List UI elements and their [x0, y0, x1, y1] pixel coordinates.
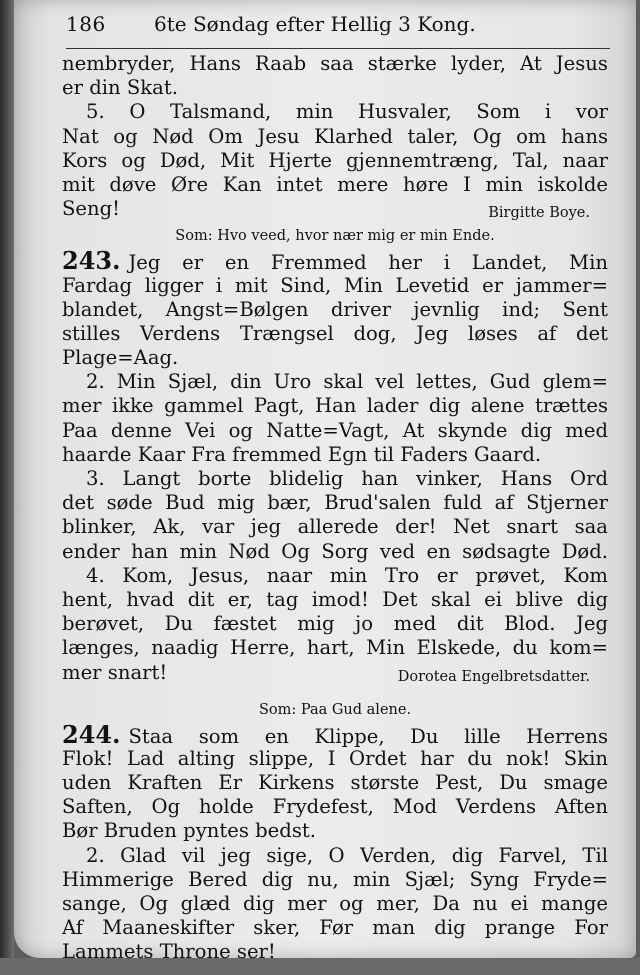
text-line: nembryder, Hans Raab saa stærke lyder, At Jesus — [62, 52, 608, 75]
verse-line: ender han min Nød Og Sorg ved en sødsagte Død. — [62, 539, 608, 563]
running-head: 6te Søndag efter Hellig 3 Kong. — [154, 12, 476, 36]
verse-line: hent, hvad dit er, tag imod! Det skal ei blive dig — [62, 587, 608, 611]
verse-line: Fardag ligger i mit Sind, Min Levetid er jammer= — [62, 273, 608, 297]
verse-last-line: Seng! — [62, 197, 121, 221]
verse-line: 2. Min Sjæl, din Uro skal vel lettes, Gud glem= — [86, 370, 608, 394]
author-signature: Birgitte Boye. — [488, 205, 590, 222]
verse-line: Paa denne Vei og Natte=Vagt, At skynde dig med — [62, 418, 608, 442]
page-number: 186 — [66, 12, 106, 36]
verse-line: længes, naadig Herre, hart, Min Elskede, du kom= — [62, 636, 608, 660]
verse-line: blandet, Angst=Bølgen driver jevnlig ind; Sent — [62, 297, 608, 321]
verse-line: Flok! Lad alting slippe, I Ordet har du nok! Skin — [62, 746, 608, 770]
verse-line: 2. Glad vil jeg sige, O Verden, dig Farvel, Til — [86, 843, 608, 867]
verse-line: Plage=Aag. — [62, 346, 179, 370]
page-body — [62, 52, 608, 965]
verse-line-with-signature — [62, 661, 608, 685]
hymn-number: 243. — [62, 249, 121, 274]
verse-line: berøvet, Du fæstet mig jo med dit Blod. Jeg — [62, 612, 608, 636]
verse-last-line: mer snart! — [62, 660, 168, 684]
verse-line: mer ikke gammel Pagt, Han lader dig alene trættes — [62, 394, 608, 418]
hymn-number: 244. — [62, 722, 121, 747]
verse-line: 3. Langt borte blidelig han vinker, Hans Ord — [86, 467, 608, 490]
hymn-first-line — [62, 249, 608, 273]
verse-line: uden Kraften Er Kirkens største Pest, Du smage — [62, 771, 608, 795]
verse-line: mit døve Øre Kan intet mere høre I min iskolde — [62, 172, 608, 196]
author-signature: Dorotea Engelbretsdatter. — [397, 668, 590, 685]
verse-line: Lammets Throne ser! — [62, 940, 276, 964]
verse-line-with-signature — [62, 197, 608, 221]
page-header — [66, 8, 610, 42]
verse-line: Bør Bruden pyntes bedst. — [62, 819, 316, 843]
verse-line: stilles Verdens Trængsel dog, Jeg løses af det — [62, 321, 608, 345]
melody-note: Som: Paa Gud alene. — [258, 701, 412, 718]
verse-line: Nat og Nød Om Jesu Klarhed taler, Og om hans — [62, 124, 608, 148]
verse-line: Af Maaneskifter sker, Før man dig prange For — [62, 916, 608, 940]
verse-line: det søde Bud mig bær, Brud'salen fuld af Stjerner — [62, 491, 608, 515]
verse-line: Kors og Død, Mit Hjerte gjennemtræng, Tal, naar — [62, 148, 608, 172]
verse-line: haarde Kaar Fra fremmed Egn til Faders Gaard. — [62, 442, 542, 466]
text-line: er din Skat. — [62, 76, 178, 100]
verse-line: sange, Og glæd dig mer og mer, Da nu ei mange — [62, 892, 608, 915]
header-rule — [66, 48, 610, 49]
verse-line: Himmerige Bered dig nu, min Sjæl; Syng Fryde= — [62, 867, 608, 891]
verse-line: Saften, Og holde Frydefest, Mod Verdens Aften — [62, 795, 608, 819]
hymn-first-line — [62, 723, 608, 747]
melody-note: Som: Hvo veed, hvor nær mig er min Ende. — [175, 228, 495, 245]
book-gutter-shadow — [0, 0, 14, 975]
hymn-first-line-text: Jeg er en Fremmed her i Landet, Min — [128, 251, 608, 274]
hymn-first-line-text: Staa som en Klippe, Du lille Herrens — [128, 724, 608, 747]
verse-line: blinker, Ak, var jeg allerede der! Net snart saa — [62, 515, 608, 539]
verse-line: 5. O Talsmand, min Husvaler, Som i vor — [86, 100, 608, 124]
verse-line: 4. Kom, Jesus, naar min Tro er prøvet, Kom — [86, 563, 608, 587]
